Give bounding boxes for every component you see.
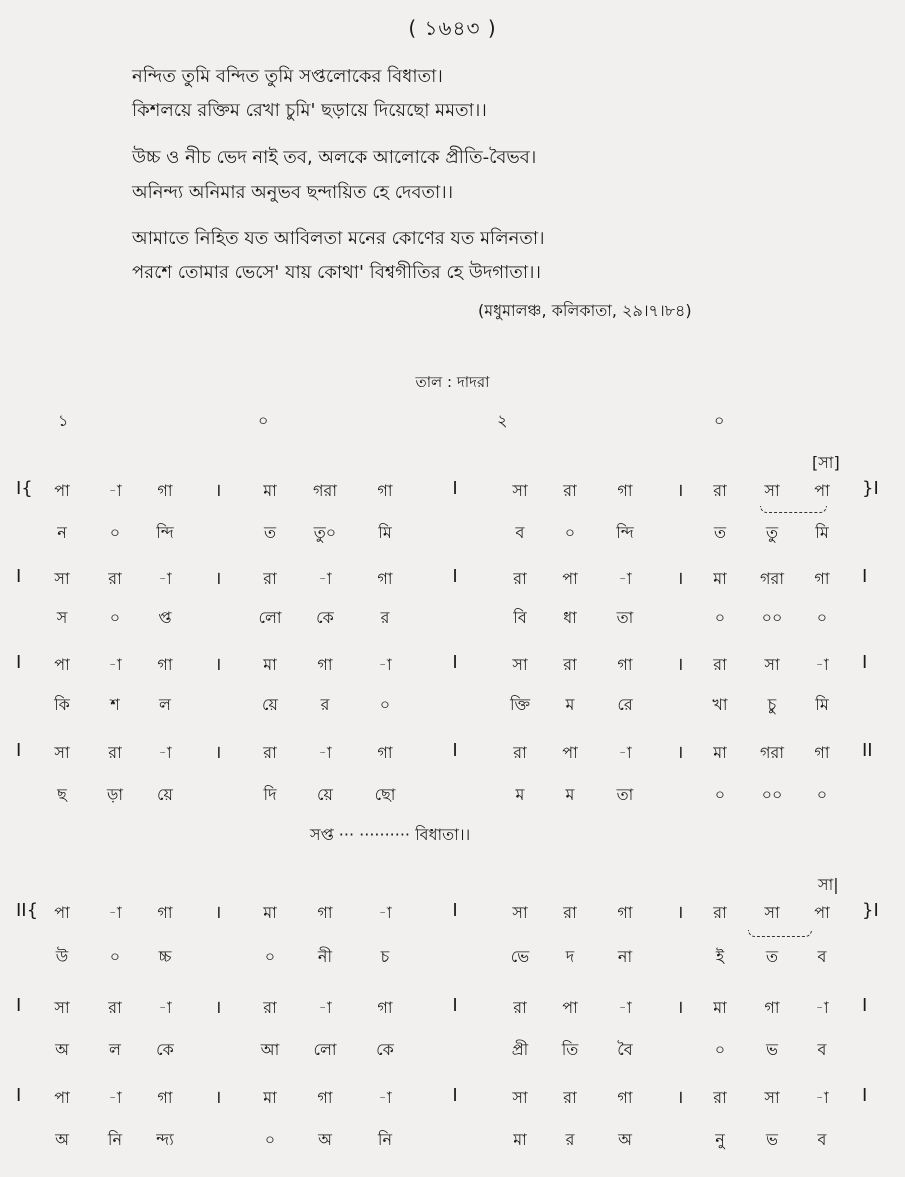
syllable: ন্দি	[156, 523, 174, 542]
syllable: ন্দি	[616, 523, 634, 542]
section2-notes-row	[0, 995, 905, 1027]
note: পা	[814, 903, 830, 922]
note: -া	[158, 998, 172, 1017]
syllable: ছ	[57, 785, 67, 804]
note: গা	[814, 743, 830, 762]
note: -া	[618, 569, 632, 588]
note: পা	[814, 481, 830, 500]
page-number: ( ১৬৪৩ )	[408, 16, 497, 40]
bar-line: I	[452, 995, 458, 1016]
syllable: স	[56, 608, 68, 627]
note: গা	[157, 1088, 173, 1107]
note: গা	[157, 655, 173, 674]
note: সা	[764, 481, 780, 500]
syllable: তা	[616, 608, 634, 627]
syllable: মি	[815, 523, 829, 542]
note: সা	[764, 903, 780, 922]
row-start-mark: I{	[16, 478, 33, 499]
tala-mark: ০	[258, 411, 269, 430]
syllable: মি	[815, 695, 829, 714]
syllable: চ	[380, 947, 390, 966]
syllable: ত	[713, 523, 727, 542]
note: গা	[157, 903, 173, 922]
tala-mark: ২	[497, 411, 508, 430]
note: গা	[377, 481, 393, 500]
syllable: চ্চ	[158, 947, 172, 966]
bar-line: I	[452, 1085, 458, 1106]
syllable: খা	[712, 695, 728, 714]
note: গা	[764, 998, 780, 1017]
note: পা	[54, 655, 70, 674]
section1-lyrics-row	[0, 782, 905, 814]
note: -া	[815, 1088, 829, 1107]
note: মা	[713, 743, 727, 762]
syllable: ধা	[563, 608, 577, 627]
section2-notes-row	[0, 1085, 905, 1117]
syllable: কে	[316, 608, 334, 627]
note: গা	[377, 998, 393, 1017]
bar-line: ।	[676, 480, 684, 501]
note: গা	[617, 481, 633, 500]
note: রা	[263, 569, 277, 588]
bar-line: I	[452, 740, 458, 761]
note: -া	[618, 743, 632, 762]
syllable: লো	[258, 608, 282, 627]
syllable: ল	[159, 695, 171, 714]
syllable: নু	[715, 1130, 725, 1149]
syllable: ব	[817, 1040, 827, 1059]
note: পা	[54, 903, 70, 922]
syllable: কে	[156, 1040, 174, 1059]
syllable: য়ে	[157, 785, 173, 804]
note: গরা	[313, 481, 337, 500]
syllable: ভ	[766, 1130, 778, 1149]
syllable: ত	[263, 523, 277, 542]
syllable: ০	[379, 695, 391, 714]
note: রা	[713, 903, 727, 922]
syllable: অ	[618, 1130, 632, 1149]
syllable: ০	[714, 608, 726, 627]
syllable: ল	[109, 1040, 121, 1059]
note: -া	[815, 655, 829, 674]
section1-lyrics-row	[0, 692, 905, 724]
syllable: ছো	[374, 785, 396, 804]
note: রা	[513, 569, 527, 588]
row-start-mark: I	[16, 566, 22, 587]
row-end-mark: I	[862, 652, 868, 673]
note: সা	[764, 655, 780, 674]
syllable: ব	[515, 523, 525, 542]
row-end-mark: I	[862, 566, 868, 587]
note: পা	[562, 743, 578, 762]
bar-line: I	[452, 478, 458, 499]
syllable: ন্দ্য	[156, 1130, 174, 1149]
row-start-mark: I	[16, 995, 22, 1016]
syllable: ০	[264, 947, 276, 966]
note: সা	[54, 998, 70, 1017]
row-start-mark: II{	[16, 900, 39, 921]
bar-line: ।	[676, 1087, 684, 1108]
note: সা	[512, 903, 528, 922]
syllable: রে	[617, 695, 633, 714]
section1-above-label: [সা]	[812, 453, 840, 472]
syllable: ন	[57, 523, 67, 542]
syllable: তু০	[313, 523, 337, 542]
note: গা	[617, 903, 633, 922]
bar-line: ।	[214, 1087, 222, 1108]
bar-line: I	[452, 900, 458, 921]
syllable: তি	[561, 1040, 579, 1059]
note: সা	[512, 481, 528, 500]
note: রা	[563, 655, 577, 674]
bar-line: ।	[214, 902, 222, 923]
syllable: ই	[715, 947, 725, 966]
note: পা	[54, 481, 70, 500]
syllable: দ	[565, 947, 575, 966]
syllable: ০০	[761, 608, 783, 627]
lyric-line-4: অনিন্দ্য অনিমার অনুভব ছন্দায়িত হে দেবতা।।	[132, 182, 454, 203]
note: গরা	[760, 743, 784, 762]
note: রা	[713, 1088, 727, 1107]
note: রা	[108, 998, 122, 1017]
note: সা	[764, 1088, 780, 1107]
syllable: অ	[318, 1130, 332, 1149]
row-start-mark: I	[16, 652, 22, 673]
note: -া	[318, 998, 332, 1017]
note: -া	[108, 655, 122, 674]
note: গা	[377, 743, 393, 762]
note: রা	[563, 481, 577, 500]
syllable: ০	[264, 1130, 276, 1149]
note: মা	[263, 903, 277, 922]
syllable: ম	[515, 785, 525, 804]
bar-line: ।	[676, 742, 684, 763]
syllable: ০	[564, 523, 576, 542]
tala-marks	[0, 408, 905, 438]
note: সা	[54, 743, 70, 762]
syllable: দি	[263, 785, 277, 804]
note: গরা	[760, 569, 784, 588]
note: মা	[263, 481, 277, 500]
refrain-line: সপ্ত ··· ·········· বিধাতা।।	[310, 825, 471, 844]
note: গা	[617, 655, 633, 674]
note: রা	[263, 743, 277, 762]
syllable: ০	[714, 1040, 726, 1059]
note: রা	[563, 1088, 577, 1107]
section1-notes-row	[0, 566, 905, 598]
row-end-mark: II	[862, 740, 873, 761]
row-start-mark: I	[16, 740, 22, 761]
note: মা	[263, 655, 277, 674]
row-end-mark: }I	[862, 900, 879, 921]
note: -া	[378, 655, 392, 674]
syllable: উ	[55, 947, 69, 966]
syllable: অ	[55, 1130, 69, 1149]
note: গা	[157, 481, 173, 500]
row-end-mark: I	[862, 995, 868, 1016]
lyric-line-5: আমাতে নিহিত যত আবিলতা মনের কোণের যত মলিনতা।	[132, 228, 545, 249]
syllable: নি	[377, 1130, 393, 1149]
note: গা	[317, 903, 333, 922]
syllable: ০	[816, 785, 828, 804]
note: মা	[263, 1088, 277, 1107]
syllable: মি	[378, 523, 392, 542]
note: -া	[618, 998, 632, 1017]
note: -া	[815, 998, 829, 1017]
syllable: শ	[110, 695, 120, 714]
syllable: লো	[313, 1040, 337, 1059]
syllable: র	[380, 608, 390, 627]
note: -া	[108, 903, 122, 922]
syllable: অ	[55, 1040, 69, 1059]
bar-line: ।	[214, 480, 222, 501]
section1-lyrics-row	[0, 520, 905, 552]
note: -া	[318, 743, 332, 762]
syllable: ব	[817, 947, 827, 966]
note: রা	[713, 481, 727, 500]
syllable: তু	[765, 523, 779, 542]
note: রা	[108, 569, 122, 588]
note: রা	[108, 743, 122, 762]
note: রা	[513, 998, 527, 1017]
lyric-line-3: উচ্চ ও নীচ ভেদ নাই তব, অলকে আলোকে প্রীতি-বৈভব।	[132, 147, 537, 168]
tie-mark	[748, 930, 812, 937]
note: সা	[54, 569, 70, 588]
syllable: চু	[767, 695, 777, 714]
note: মা	[713, 998, 727, 1017]
note: গা	[814, 569, 830, 588]
syllable: কি	[54, 695, 70, 714]
bar-line: ।	[676, 568, 684, 589]
note: রা	[263, 998, 277, 1017]
bar-line: ।	[676, 997, 684, 1018]
bar-line: ।	[676, 902, 684, 923]
lyric-line-1: নন্দিত তুমি বন্দিত তুমি সপ্তলোকের বিধাতা।	[132, 66, 443, 87]
section2-above-label: সা|	[818, 875, 839, 894]
source-citation: (মধুমালঞ্চ, কলিকাতা, ২৯।৭।৮৪)	[478, 301, 692, 320]
tie-mark	[760, 506, 827, 513]
section2-lyrics-row	[0, 1037, 905, 1069]
tala-mark: ১	[58, 411, 69, 430]
row-start-mark: I	[16, 1085, 22, 1106]
syllable: প্ত	[158, 608, 172, 627]
syllable: নী	[317, 947, 333, 966]
syllable: য়ে	[262, 695, 278, 714]
note: -া	[158, 743, 172, 762]
syllable: কে	[376, 1040, 394, 1059]
syllable: ০	[816, 608, 828, 627]
note: রা	[713, 655, 727, 674]
bar-line: I	[452, 652, 458, 673]
syllable: আ	[260, 1040, 280, 1059]
syllable: ম	[565, 785, 575, 804]
note: মা	[713, 569, 727, 588]
syllable: য়ে	[317, 785, 333, 804]
note: -া	[378, 903, 392, 922]
tala-heading: তাল : দাদরা	[415, 373, 490, 391]
note: গা	[617, 1088, 633, 1107]
syllable: প্রী	[511, 1040, 529, 1059]
syllable: র	[565, 1130, 575, 1149]
syllable: মা	[513, 1130, 527, 1149]
lyric-line-2: কিশলয়ে রক্তিম রেখা চুমি' ছড়ায়ে দিয়েছো মমতা।।	[132, 100, 487, 121]
note: -া	[158, 569, 172, 588]
syllable: ড়া	[106, 785, 124, 804]
syllable: ব	[817, 1130, 827, 1149]
note: রা	[513, 743, 527, 762]
syllable: তা	[616, 785, 634, 804]
syllable: নি	[107, 1130, 123, 1149]
bar-line: ।	[214, 742, 222, 763]
syllable: ম	[565, 695, 575, 714]
syllable: ভ	[766, 1040, 778, 1059]
bar-line: ।	[214, 568, 222, 589]
note: রা	[563, 903, 577, 922]
note: -া	[318, 569, 332, 588]
section1-lyrics-row	[0, 605, 905, 637]
note: সা	[512, 655, 528, 674]
section2-lyrics-row	[0, 944, 905, 976]
row-end-mark: }I	[862, 478, 879, 499]
note: -া	[378, 1088, 392, 1107]
syllable: ত	[765, 947, 779, 966]
section1-notes-row	[0, 740, 905, 772]
syllable: ভে	[510, 947, 530, 966]
syllable: ০	[109, 608, 121, 627]
section2-lyrics-row	[0, 1127, 905, 1159]
note: পা	[562, 998, 578, 1017]
syllable: ০	[109, 523, 121, 542]
note: গা	[317, 1088, 333, 1107]
note: গা	[317, 655, 333, 674]
bar-line: ।	[214, 654, 222, 675]
section2-notes-row	[0, 900, 905, 932]
note: সা	[512, 1088, 528, 1107]
syllable: ক্তি	[509, 695, 531, 714]
note: -া	[108, 481, 122, 500]
bar-line: ।	[214, 997, 222, 1018]
bar-line: I	[452, 566, 458, 587]
syllable: না	[617, 947, 633, 966]
syllable: বি	[513, 608, 527, 627]
bar-line: ।	[676, 654, 684, 675]
note: গা	[377, 569, 393, 588]
lyric-line-6: পরশে তোমার ভেসে' যায় কোথা' বিশ্বগীতির হে উদগাতা।।	[132, 262, 541, 283]
note: -া	[108, 1088, 122, 1107]
note: পা	[562, 569, 578, 588]
section1-notes-row	[0, 652, 905, 684]
tala-mark: ০	[714, 411, 725, 430]
syllable: র	[320, 695, 330, 714]
syllable: বৈ	[617, 1040, 633, 1059]
row-end-mark: I	[862, 1085, 868, 1106]
note: পা	[54, 1088, 70, 1107]
syllable: ০	[109, 947, 121, 966]
syllable: ০০	[761, 785, 783, 804]
syllable: ০	[714, 785, 726, 804]
